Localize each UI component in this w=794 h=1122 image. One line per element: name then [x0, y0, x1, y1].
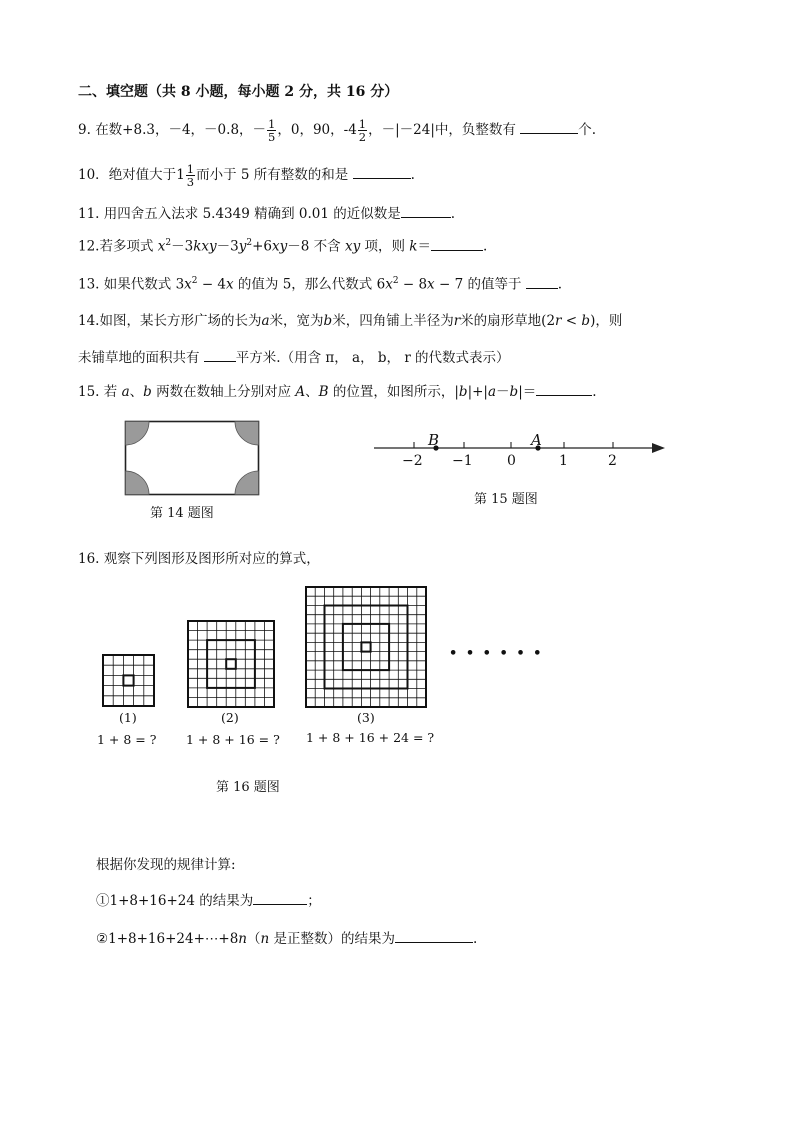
rule-text: 根据你发现的规律计算: — [96, 857, 236, 873]
q15-var-A: A — [295, 384, 306, 400]
q12-var-kxy: kxy — [193, 238, 217, 255]
q10-answer-blank[interactable] — [353, 164, 411, 179]
q16-sub2-text: ②1+8+16+24+⋯+8 — [96, 931, 239, 947]
figure-14-rectangle — [124, 420, 260, 496]
tick-label-0: 0 — [507, 453, 516, 469]
q14-text-1: 如图，某长方形广场的长为 — [99, 313, 262, 329]
q15-var-b3: b — [509, 384, 519, 400]
grid-3-label: (3) — [357, 710, 375, 725]
q16-sub2-var-n2: n — [260, 931, 270, 947]
q11-tail: . — [450, 206, 456, 222]
q12-answer-blank[interactable] — [431, 236, 483, 251]
q15-answer-blank[interactable] — [536, 381, 592, 396]
grid-1-label: (1) — [119, 710, 137, 725]
q15-text-5: 的位置，如图所示，| — [328, 384, 459, 400]
q16-sub1-post: ； — [307, 893, 321, 909]
grid-figure-2 — [187, 620, 275, 708]
q14-text-2: 米，宽为 — [269, 313, 324, 329]
q12-var-xy-2: xy — [344, 238, 361, 255]
q14-line2-post: 平方米.（用含 π， a， b， r 的代数式表示） — [235, 350, 510, 366]
q9-frac1-sign: － — [252, 122, 267, 138]
q12-text-3: －3 — [216, 238, 239, 255]
q11-answer-blank[interactable] — [401, 203, 451, 218]
question-12 — [78, 233, 487, 257]
tick-label-minus-2: −2 — [402, 453, 423, 469]
q10-number: 10． — [78, 167, 109, 183]
q12-number: 12. — [78, 238, 100, 255]
q15-number: 15. — [78, 384, 100, 400]
q16-sub2-post: 是正整数）的结果为 — [269, 931, 395, 947]
figure-16-caption: 第 16 题图 — [216, 780, 280, 795]
tick-label-1: 1 — [559, 453, 568, 469]
q13-number: 13. — [78, 276, 100, 293]
q9-frac2-num: 1 — [358, 117, 367, 131]
q12-text-5: －8 不含 — [287, 238, 345, 255]
q12-var-x: x — [157, 238, 166, 255]
q12-text-1: 若多项式 — [99, 238, 158, 255]
q12-var-k: k — [409, 238, 418, 255]
figure-14-caption: 第 14 题图 — [150, 506, 214, 521]
q9-fraction-2 — [358, 118, 367, 143]
q12-var-y: y — [238, 238, 247, 255]
q14-text-5: < — [561, 313, 582, 329]
question-14 — [78, 311, 622, 331]
q10-whole: 1 — [176, 167, 185, 183]
q13-var-x2: x — [226, 276, 234, 293]
point-A-label: A — [531, 431, 542, 449]
question-16 — [78, 549, 320, 569]
q9-number: 9. — [78, 122, 91, 138]
q14-text-6: )，则 — [590, 313, 623, 329]
q16-number: 16. — [78, 551, 100, 567]
q15-text-4: 、 — [305, 384, 319, 400]
q12-text-6: 项，则 — [360, 238, 410, 255]
q10-frac-den: 3 — [186, 175, 195, 189]
q14-text-4: 米的扇形草地(2 — [460, 313, 556, 329]
q9-mid: ，0，90， — [277, 122, 344, 138]
q10-fraction — [186, 163, 195, 188]
q15-var-a2: a — [487, 384, 497, 400]
q12-tail: . — [482, 238, 488, 255]
q13-text-2: − 4 — [197, 276, 227, 293]
q14-var-a: a — [261, 313, 270, 329]
q9-answer-blank[interactable] — [520, 119, 578, 134]
q12-var-xy: xy — [272, 238, 288, 255]
q11-text: 用四舍五入法求 5.4349 精确到 0.01 的近似数是 — [103, 206, 401, 222]
q15-var-B: B — [318, 384, 329, 400]
q13-tail: . — [557, 276, 563, 293]
q13-exp-1: 2 — [191, 276, 198, 286]
point-B-label: B — [428, 431, 440, 449]
question-14-line-2 — [78, 347, 510, 368]
q10-tail: . — [410, 167, 415, 183]
q16-sub1-text: ①1+8+16+24 的结果为 — [96, 893, 254, 909]
q16-text: 观察下列图形及图形所对应的算式， — [103, 551, 320, 567]
q13-var-x3: x — [385, 276, 393, 293]
ellipsis-dots: • • • • • • — [449, 646, 544, 661]
question-10 — [78, 163, 415, 188]
q14-answer-blank[interactable] — [204, 347, 236, 362]
q15-text-1: 若 — [103, 384, 122, 400]
q15-text-2: 、 — [129, 384, 144, 400]
q14-var-b: b — [323, 313, 333, 329]
q16-sub1-answer-blank[interactable] — [253, 890, 307, 905]
question-11 — [78, 203, 455, 224]
q9-frac1-num: 1 — [268, 117, 276, 131]
q13-answer-blank[interactable] — [526, 274, 558, 289]
tick-label-2: 2 — [608, 453, 617, 469]
q15-text-6: |+| — [467, 384, 488, 400]
q9-frac1-den: 5 — [268, 130, 276, 144]
tick-label-minus-1: −1 — [452, 453, 473, 469]
q16-sub-2 — [96, 928, 477, 949]
q13-var-x1: x — [184, 276, 192, 293]
q15-tail: . — [592, 384, 597, 400]
formula-2: 1 + 8 + 16 = ? — [186, 732, 280, 747]
q14-var-b2: b — [581, 313, 591, 329]
question-15 — [78, 381, 597, 402]
grid-figure-3 — [305, 586, 427, 708]
q15-var-b: b — [143, 384, 152, 400]
q15-text-8: |＝ — [518, 384, 537, 400]
q13-text-5: − 7 的值等于 — [434, 276, 522, 293]
q16-sub2-var-n: n — [238, 931, 247, 947]
q15-text-7: － — [496, 384, 510, 400]
q16-sub2-tail: . — [473, 931, 478, 947]
q14-text-3: 米，四角铺上半径为 — [332, 313, 454, 329]
grid-2-label: (2) — [221, 710, 239, 725]
q16-sub2-mid: （ — [247, 931, 261, 947]
q10-pre: 绝对值大于 — [108, 167, 177, 183]
q12-exp-1: 2 — [165, 238, 172, 248]
figure-15-caption: 第 15 题图 — [474, 492, 538, 507]
q16-sub2-answer-blank[interactable] — [395, 928, 473, 943]
q14-number: 14. — [78, 313, 100, 329]
q12-text-4: +6 — [252, 238, 273, 255]
q13-exp-2: 2 — [392, 276, 399, 286]
q13-text-4: − 8 — [398, 276, 428, 293]
q15-var-b2: b — [458, 384, 468, 400]
section-title: 二、填空题（共 8 小题，每小题 2 分，共 16 分） — [78, 84, 399, 100]
grid-figure-1 — [102, 654, 155, 707]
question-13 — [78, 271, 562, 295]
question-9 — [78, 118, 596, 143]
q14-var-r: r — [453, 313, 461, 329]
q10-post: 而小于 5 所有整数的和是 — [196, 167, 349, 183]
q14-var-r2: r — [555, 313, 562, 329]
q9-pre: 在数+8.3，－4，－0.8， — [95, 122, 253, 138]
formula-1: 1 + 8 = ? — [97, 732, 157, 747]
grid-1-border — [103, 655, 154, 706]
q9-frac2-den: 2 — [358, 130, 367, 144]
q13-text-1: 如果代数式 3 — [103, 276, 185, 293]
q9-post: ，－|－24|中，负整数有 — [368, 122, 516, 138]
q16-sub-1 — [96, 890, 321, 911]
q12-text-2: －3 — [171, 238, 194, 255]
q10-frac-num: 1 — [186, 162, 195, 176]
q13-text-3: 的值为 5，那么代数式 6 — [233, 276, 386, 293]
formula-3: 1 + 8 + 16 + 24 = ? — [306, 730, 435, 745]
q14-line2-pre: 未铺草地的面积共有 — [78, 350, 200, 366]
q9-frac2-whole: -4 — [343, 122, 357, 138]
q11-number: 11. — [78, 206, 100, 222]
q13-var-x4: x — [427, 276, 435, 293]
axis-arrow-icon — [652, 443, 665, 453]
q9-fraction-1 — [267, 118, 276, 143]
q15-text-3: 两数在数轴上分别对应 — [151, 384, 296, 400]
q12-text-7: ＝ — [417, 238, 431, 255]
q12-exp-2: 2 — [246, 238, 253, 248]
q15-var-a: a — [121, 384, 130, 400]
grid-2-border — [188, 621, 274, 707]
q9-tail: 个. — [578, 122, 596, 138]
